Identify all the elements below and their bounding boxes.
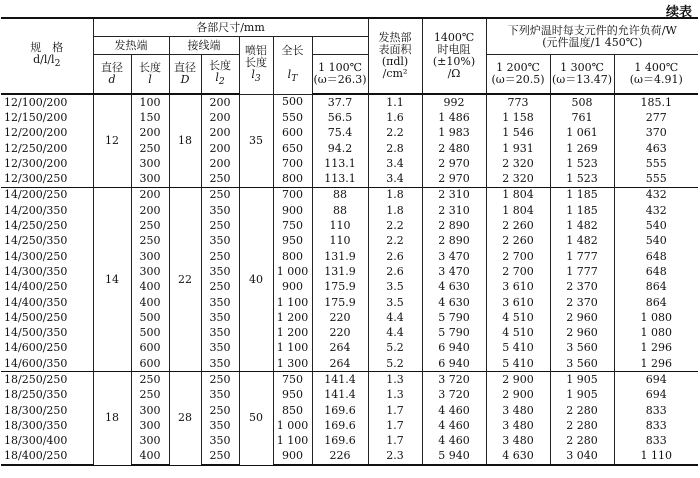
cell-surface-area: 94.2 xyxy=(312,141,368,156)
cell-load-1100: 5 940 xyxy=(422,449,486,465)
cell-load-1300: 1 905 xyxy=(550,388,614,403)
cell-spec: 14/500/350 xyxy=(1,325,93,340)
cell-load-1300: 1 185 xyxy=(550,203,614,218)
cell-surface-area: 37.7 xyxy=(312,94,368,110)
heat-end-header: 发热端 xyxy=(93,37,169,55)
cell-load-1200: 3 480 xyxy=(486,418,550,433)
cell-resistance: 1.3 xyxy=(368,372,422,388)
table-row xyxy=(1,187,698,203)
cell-load-1100: 3 720 xyxy=(422,372,486,388)
cell-heat-length: 150 xyxy=(131,110,169,125)
cell-spray-length: 50 xyxy=(239,372,273,465)
cell-heat-length: 250 xyxy=(131,141,169,156)
cell-load-1400: 694 xyxy=(614,372,698,388)
cell-load-1300: 2 370 xyxy=(550,295,614,310)
heat-diameter-header: 直径 d xyxy=(93,55,131,95)
cell-load-1400: 540 xyxy=(614,218,698,233)
cell-surface-area: 110 xyxy=(312,218,368,233)
cell-surface-area: 220 xyxy=(312,325,368,340)
cell-heat-length: 400 xyxy=(131,280,169,295)
cell-load-1100: 5 790 xyxy=(422,310,486,325)
cell-total-length: 900 xyxy=(273,280,312,295)
cell-wire-diameter: 18 xyxy=(169,94,201,187)
cell-load-1400: 555 xyxy=(614,171,698,187)
cell-wire-length: 350 xyxy=(201,341,239,356)
cell-heat-length: 500 xyxy=(131,325,169,340)
continued-label: 续表 xyxy=(665,5,692,20)
cell-spec: 12/100/200 xyxy=(1,94,93,110)
cell-load-1400: 1 080 xyxy=(614,310,698,325)
cell-load-1100: 2 480 xyxy=(422,141,486,156)
cell-surface-area: 175.9 xyxy=(312,295,368,310)
cell-wire-length: 350 xyxy=(201,310,239,325)
cell-spec: 12/300/200 xyxy=(1,156,93,171)
cell-load-1200: 1 158 xyxy=(486,110,550,125)
cell-spec: 18/300/400 xyxy=(1,434,93,449)
cell-surface-area: 75.4 xyxy=(312,126,368,141)
cell-load-1100: 4 460 xyxy=(422,403,486,418)
cell-load-1200: 2 900 xyxy=(486,372,550,388)
cell-surface-area: 264 xyxy=(312,356,368,372)
cell-total-length: 900 xyxy=(273,203,312,218)
cell-wire-length: 350 xyxy=(201,418,239,433)
cell-heat-length: 200 xyxy=(131,126,169,141)
cell-load-1300: 3 040 xyxy=(550,449,614,465)
cell-spec: 18/250/250 xyxy=(1,372,93,388)
cell-spec: 18/300/350 xyxy=(1,418,93,433)
cell-load-1100: 4 460 xyxy=(422,418,486,433)
cell-wire-length: 350 xyxy=(201,388,239,403)
cell-heat-length: 300 xyxy=(131,171,169,187)
cell-resistance: 1.8 xyxy=(368,203,422,218)
cell-surface-area: 141.4 xyxy=(312,388,368,403)
cell-load-1300: 1 523 xyxy=(550,156,614,171)
cell-load-1200: 2 260 xyxy=(486,218,550,233)
table-body xyxy=(1,94,698,465)
heating-element-spec-table xyxy=(1,17,698,466)
cell-spec: 18/300/250 xyxy=(1,403,93,418)
cell-heat-length: 400 xyxy=(131,295,169,310)
cell-heat-length: 300 xyxy=(131,418,169,433)
cell-wire-length: 350 xyxy=(201,295,239,310)
cell-surface-area: 113.1 xyxy=(312,156,368,171)
cell-resistance: 4.4 xyxy=(368,325,422,340)
wire-end-header: 接线端 xyxy=(169,37,239,55)
cell-heat-length: 300 xyxy=(131,264,169,279)
cell-load-1300: 508 xyxy=(550,94,614,110)
cell-load-1400: 370 xyxy=(614,126,698,141)
cell-total-length: 600 xyxy=(273,126,312,141)
cell-load-1200: 3 610 xyxy=(486,280,550,295)
cell-load-1100: 5 790 xyxy=(422,325,486,340)
cell-load-1400: 185.1 xyxy=(614,94,698,110)
cell-total-length: 1 000 xyxy=(273,264,312,279)
cell-total-length: 1 000 xyxy=(273,418,312,433)
cell-resistance: 1.8 xyxy=(368,187,422,203)
cell-heat-length: 250 xyxy=(131,372,169,388)
cell-load-1100: 2 890 xyxy=(422,234,486,249)
wire-diameter-header: 直径 D xyxy=(169,55,201,95)
cell-total-length: 800 xyxy=(273,171,312,187)
cell-spec: 12/150/200 xyxy=(1,110,93,125)
cell-wire-length: 250 xyxy=(201,249,239,264)
cell-heat-length: 200 xyxy=(131,203,169,218)
cell-load-1400: 432 xyxy=(614,203,698,218)
heat-length-header: 长度 l xyxy=(131,55,169,95)
cell-load-1200: 2 900 xyxy=(486,388,550,403)
cell-wire-length: 350 xyxy=(201,325,239,340)
cell-heat-diameter: 12 xyxy=(93,94,131,187)
cell-spec: 14/500/250 xyxy=(1,310,93,325)
load-1100-header: 1 100℃ (ω＝26.3) xyxy=(312,55,368,95)
cell-total-length: 1 300 xyxy=(273,356,312,372)
cell-wire-length: 250 xyxy=(201,171,239,187)
cell-total-length: 1 100 xyxy=(273,341,312,356)
cell-wire-length: 350 xyxy=(201,203,239,218)
cell-heat-length: 500 xyxy=(131,310,169,325)
cell-load-1200: 773 xyxy=(486,94,550,110)
cell-total-length: 950 xyxy=(273,388,312,403)
cell-load-1400: 432 xyxy=(614,187,698,203)
cell-load-1300: 1 777 xyxy=(550,249,614,264)
cell-load-1400: 1 110 xyxy=(614,449,698,465)
cell-resistance: 3.5 xyxy=(368,295,422,310)
cell-load-1100: 2 310 xyxy=(422,187,486,203)
cell-load-1300: 2 280 xyxy=(550,403,614,418)
cell-spec: 14/200/250 xyxy=(1,187,93,203)
cell-load-1100: 2 310 xyxy=(422,203,486,218)
cell-surface-area: 131.9 xyxy=(312,264,368,279)
load-group-header: 下列炉温时每支元件的允许负荷/W (元件温度/1 450℃) xyxy=(486,18,698,55)
cell-wire-diameter: 22 xyxy=(169,187,201,372)
cell-load-1300: 3 560 xyxy=(550,356,614,372)
cell-resistance: 1.3 xyxy=(368,388,422,403)
cell-total-length: 800 xyxy=(273,249,312,264)
cell-resistance: 3.4 xyxy=(368,171,422,187)
cell-resistance: 5.2 xyxy=(368,356,422,372)
cell-spec: 12/200/200 xyxy=(1,126,93,141)
cell-heat-length: 200 xyxy=(131,187,169,203)
cell-load-1300: 2 960 xyxy=(550,325,614,340)
cell-wire-length: 250 xyxy=(201,372,239,388)
table-header xyxy=(1,18,698,94)
cell-total-length: 900 xyxy=(273,449,312,465)
cell-spec: 18/250/350 xyxy=(1,388,93,403)
cell-load-1200: 4 510 xyxy=(486,325,550,340)
cell-total-length: 850 xyxy=(273,403,312,418)
cell-wire-length: 250 xyxy=(201,280,239,295)
cell-load-1200: 2 320 xyxy=(486,171,550,187)
cell-surface-area: 88 xyxy=(312,187,368,203)
cell-surface-area: 113.1 xyxy=(312,171,368,187)
table-row xyxy=(1,94,698,110)
cell-load-1100: 3 470 xyxy=(422,264,486,279)
cell-resistance: 2.3 xyxy=(368,449,422,465)
cell-load-1300: 1 482 xyxy=(550,234,614,249)
cell-total-length: 1 200 xyxy=(273,325,312,340)
cell-load-1100: 4 630 xyxy=(422,295,486,310)
cell-surface-area: 131.9 xyxy=(312,249,368,264)
cell-wire-length: 250 xyxy=(201,449,239,465)
cell-resistance: 1.6 xyxy=(368,110,422,125)
cell-total-length: 1 100 xyxy=(273,434,312,449)
cell-total-length: 550 xyxy=(273,110,312,125)
cell-resistance: 1.1 xyxy=(368,94,422,110)
cell-resistance: 3.5 xyxy=(368,280,422,295)
cell-resistance: 2.8 xyxy=(368,141,422,156)
cell-heat-length: 300 xyxy=(131,156,169,171)
cell-load-1400: 864 xyxy=(614,280,698,295)
cell-load-1400: 648 xyxy=(614,264,698,279)
cell-heat-diameter: 18 xyxy=(93,372,131,465)
cell-spec: 18/400/250 xyxy=(1,449,93,465)
cell-load-1200: 3 480 xyxy=(486,403,550,418)
cell-wire-length: 250 xyxy=(201,218,239,233)
cell-load-1300: 1 185 xyxy=(550,187,614,203)
cell-load-1100: 6 940 xyxy=(422,356,486,372)
cell-heat-length: 300 xyxy=(131,403,169,418)
cell-load-1200: 4 630 xyxy=(486,449,550,465)
cell-surface-area: 175.9 xyxy=(312,280,368,295)
cell-heat-length: 300 xyxy=(131,434,169,449)
cell-load-1100: 1 983 xyxy=(422,126,486,141)
resistance-header: 1400℃ 时电阻 (±10%) /Ω xyxy=(422,18,486,94)
cell-load-1300: 1 482 xyxy=(550,218,614,233)
cell-surface-area: 110 xyxy=(312,234,368,249)
cell-heat-length: 250 xyxy=(131,388,169,403)
cell-total-length: 500 xyxy=(273,94,312,110)
cell-total-length: 1 100 xyxy=(273,295,312,310)
cell-spec: 14/300/250 xyxy=(1,249,93,264)
cell-load-1100: 4 460 xyxy=(422,434,486,449)
cell-load-1400: 1 296 xyxy=(614,356,698,372)
cell-total-length: 650 xyxy=(273,141,312,156)
cell-load-1300: 3 560 xyxy=(550,341,614,356)
cell-spec: 14/400/250 xyxy=(1,280,93,295)
cell-load-1100: 992 xyxy=(422,94,486,110)
cell-load-1300: 1 061 xyxy=(550,126,614,141)
cell-heat-length: 600 xyxy=(131,341,169,356)
cell-total-length: 750 xyxy=(273,218,312,233)
table-row xyxy=(1,372,698,388)
cell-surface-area: 88 xyxy=(312,203,368,218)
cell-spec: 14/250/250 xyxy=(1,218,93,233)
cell-surface-area: 169.6 xyxy=(312,418,368,433)
cell-load-1400: 1 296 xyxy=(614,341,698,356)
cell-load-1200: 5 410 xyxy=(486,341,550,356)
cell-wire-length: 350 xyxy=(201,356,239,372)
cell-load-1200: 1 804 xyxy=(486,203,550,218)
cell-load-1300: 1 777 xyxy=(550,264,614,279)
cell-heat-length: 600 xyxy=(131,356,169,372)
load-1200-header: 1 200℃ (ω＝20.5) xyxy=(486,55,550,95)
cell-load-1300: 1 523 xyxy=(550,171,614,187)
cell-load-1400: 833 xyxy=(614,434,698,449)
cell-load-1300: 761 xyxy=(550,110,614,125)
cell-load-1200: 2 700 xyxy=(486,264,550,279)
load-1300-header: 1 300℃ (ω＝13.47) xyxy=(550,55,614,95)
cell-heat-length: 300 xyxy=(131,249,169,264)
cell-surface-area: 220 xyxy=(312,310,368,325)
cell-resistance: 2.6 xyxy=(368,249,422,264)
cell-wire-length: 200 xyxy=(201,94,239,110)
cell-load-1300: 1 905 xyxy=(550,372,614,388)
cell-wire-length: 200 xyxy=(201,126,239,141)
cell-spec: 12/250/200 xyxy=(1,141,93,156)
cell-spec: 14/200/350 xyxy=(1,203,93,218)
cell-surface-area: 141.4 xyxy=(312,372,368,388)
cell-load-1200: 3 610 xyxy=(486,295,550,310)
cell-load-1200: 2 320 xyxy=(486,156,550,171)
cell-load-1400: 864 xyxy=(614,295,698,310)
cell-resistance: 5.2 xyxy=(368,341,422,356)
cell-load-1400: 833 xyxy=(614,418,698,433)
cell-wire-length: 250 xyxy=(201,403,239,418)
cell-load-1200: 2 700 xyxy=(486,249,550,264)
cell-resistance: 4.4 xyxy=(368,310,422,325)
cell-load-1400: 463 xyxy=(614,141,698,156)
cell-resistance: 2.2 xyxy=(368,126,422,141)
cell-load-1200: 4 510 xyxy=(486,310,550,325)
cell-total-length: 700 xyxy=(273,156,312,171)
cell-load-1100: 2 890 xyxy=(422,218,486,233)
cell-wire-diameter: 28 xyxy=(169,372,201,465)
cell-heat-length: 100 xyxy=(131,94,169,110)
cell-surface-area: 56.5 xyxy=(312,110,368,125)
cell-spec: 14/600/250 xyxy=(1,341,93,356)
cell-load-1200: 1 931 xyxy=(486,141,550,156)
cell-load-1200: 1 804 xyxy=(486,187,550,203)
cell-load-1300: 2 370 xyxy=(550,280,614,295)
cell-spray-length: 40 xyxy=(239,187,273,372)
cell-resistance: 2.2 xyxy=(368,218,422,233)
cell-wire-length: 200 xyxy=(201,156,239,171)
cell-load-1400: 555 xyxy=(614,156,698,171)
cell-wire-length: 350 xyxy=(201,434,239,449)
cell-load-1100: 2 970 xyxy=(422,156,486,171)
cell-total-length: 950 xyxy=(273,234,312,249)
cell-load-1100: 1 486 xyxy=(422,110,486,125)
cell-wire-length: 200 xyxy=(201,110,239,125)
cell-load-1300: 2 960 xyxy=(550,310,614,325)
cell-spec: 14/300/350 xyxy=(1,264,93,279)
cell-heat-diameter: 14 xyxy=(93,187,131,372)
cell-heat-length: 250 xyxy=(131,218,169,233)
cell-load-1100: 2 970 xyxy=(422,171,486,187)
cell-wire-length: 350 xyxy=(201,234,239,249)
dims-group-header: 各部尺寸/mm xyxy=(93,18,368,37)
cell-load-1400: 694 xyxy=(614,388,698,403)
cell-load-1400: 1 080 xyxy=(614,325,698,340)
cell-spec: 14/400/350 xyxy=(1,295,93,310)
wire-length-header: 长度 $l_2$ xyxy=(201,55,239,95)
total-length-header: 全长 $l_T$ xyxy=(273,37,312,95)
cell-resistance: 1.7 xyxy=(368,434,422,449)
cell-surface-area: 169.6 xyxy=(312,434,368,449)
cell-heat-length: 250 xyxy=(131,234,169,249)
cell-resistance: 3.4 xyxy=(368,156,422,171)
cell-load-1200: 5 410 xyxy=(486,356,550,372)
cell-load-1400: 833 xyxy=(614,403,698,418)
cell-surface-area: 264 xyxy=(312,341,368,356)
cell-load-1200: 1 546 xyxy=(486,126,550,141)
cell-load-1200: 3 480 xyxy=(486,434,550,449)
cell-wire-length: 200 xyxy=(201,141,239,156)
cell-load-1300: 2 280 xyxy=(550,418,614,433)
load-1400-header: 1 400℃ (ω＝4.91) xyxy=(614,55,698,95)
cell-spray-length: 35 xyxy=(239,94,273,187)
cell-spec: 14/250/350 xyxy=(1,234,93,249)
cell-spec: 12/300/250 xyxy=(1,171,93,187)
cell-total-length: 700 xyxy=(273,187,312,203)
cell-load-1100: 4 630 xyxy=(422,280,486,295)
surface-area-header: 发热部 表面积 (πdl) /cm² xyxy=(368,18,422,94)
cell-load-1400: 648 xyxy=(614,249,698,264)
cell-surface-area: 169.6 xyxy=(312,403,368,418)
cell-resistance: 2.6 xyxy=(368,264,422,279)
cell-load-1100: 3 470 xyxy=(422,249,486,264)
cell-total-length: 750 xyxy=(273,372,312,388)
cell-resistance: 1.7 xyxy=(368,403,422,418)
spray-length-header: 喷铝 长度 $l_3$ xyxy=(239,37,273,95)
cell-surface-area: 226 xyxy=(312,449,368,465)
cell-load-1300: 2 280 xyxy=(550,434,614,449)
cell-load-1200: 2 260 xyxy=(486,234,550,249)
cell-load-1400: 277 xyxy=(614,110,698,125)
spec-header: 规 格 $d/l/l_2$ xyxy=(1,18,93,94)
cell-total-length: 1 200 xyxy=(273,310,312,325)
cell-wire-length: 350 xyxy=(201,264,239,279)
cell-load-1400: 540 xyxy=(614,234,698,249)
cell-resistance: 2.2 xyxy=(368,234,422,249)
cell-load-1300: 1 269 xyxy=(550,141,614,156)
cell-resistance: 1.7 xyxy=(368,418,422,433)
cell-load-1100: 6 940 xyxy=(422,341,486,356)
cell-wire-length: 250 xyxy=(201,187,239,203)
cell-load-1100: 3 720 xyxy=(422,388,486,403)
cell-spec: 14/600/350 xyxy=(1,356,93,372)
cell-heat-length: 400 xyxy=(131,449,169,465)
